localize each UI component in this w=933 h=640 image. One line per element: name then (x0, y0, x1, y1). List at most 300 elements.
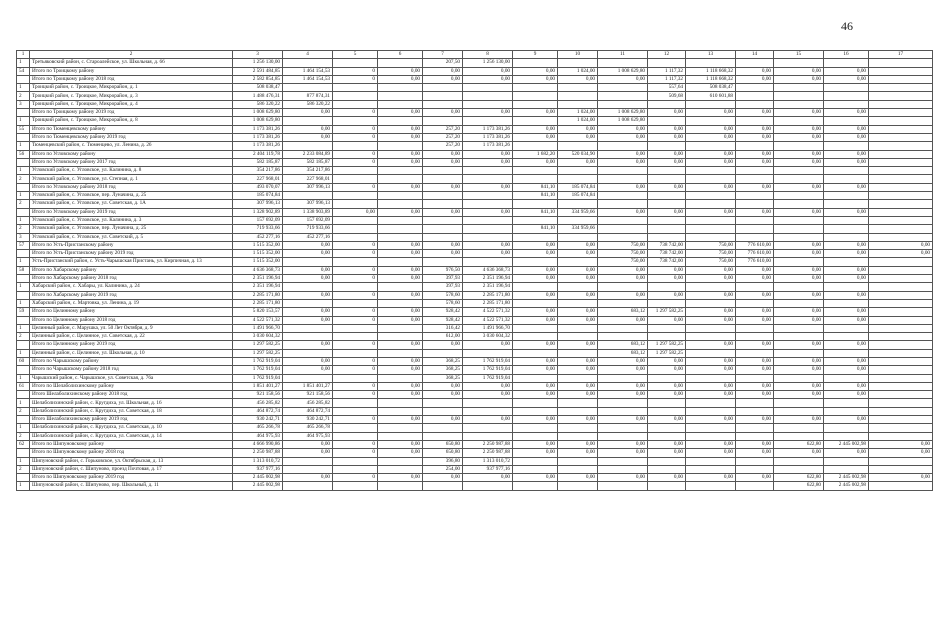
value-cell (333, 424, 378, 432)
value-cell (513, 283, 558, 291)
value-cell (686, 100, 736, 108)
value-cell: 0,00 (283, 357, 333, 365)
value-cell (648, 233, 686, 241)
value-cell: 0,00 (648, 133, 686, 141)
value-cell (774, 192, 824, 200)
value-cell (869, 316, 933, 324)
value-cell: 0,00 (463, 474, 513, 482)
address-cell: Итого по Хабарскому району 2018 год (30, 275, 233, 283)
value-cell: 0,00 (824, 241, 869, 249)
value-cell (423, 92, 463, 100)
value-cell: 0,00 (686, 133, 736, 141)
value-cell: 1 173 381,26 (463, 133, 513, 141)
value-cell (513, 233, 558, 241)
value-cell (869, 275, 933, 283)
value-cell (774, 59, 824, 67)
value-cell: 0,00 (774, 250, 824, 258)
value-cell: 1 491 966,70 (233, 324, 283, 332)
value-cell: 750,00 (686, 250, 736, 258)
value-cell: 0,00 (736, 291, 774, 299)
row-number-cell (17, 133, 30, 141)
value-cell: 0,00 (824, 150, 869, 158)
address-cell: Итого по Тюменцевскому району 2019 год (30, 133, 233, 141)
value-cell (558, 333, 598, 341)
value-cell (558, 167, 598, 175)
value-cell: 0,00 (423, 341, 463, 349)
value-cell (333, 324, 378, 332)
value-cell: 0,00 (824, 357, 869, 365)
table-row (17, 465, 933, 473)
row-number-cell (17, 391, 30, 399)
value-cell: 0,00 (736, 109, 774, 117)
value-cell: 0,00 (736, 391, 774, 399)
value-cell (648, 424, 686, 432)
value-cell: 1 117,32 (648, 75, 686, 83)
value-cell: 1 297 582,25 (648, 349, 686, 357)
value-cell: 2 351 196,94 (233, 283, 283, 291)
value-cell: 0,00 (686, 382, 736, 390)
value-cell (648, 225, 686, 233)
value-cell: 0,00 (598, 266, 648, 274)
value-cell (513, 465, 558, 473)
value-cell (598, 192, 648, 200)
value-cell: 368,25 (423, 357, 463, 365)
value-cell: 719 933,66 (283, 225, 333, 233)
value-cell: 1 491 966,70 (463, 324, 513, 332)
value-cell (283, 349, 333, 357)
value-cell: 2 250 987,88 (463, 440, 513, 448)
value-cell: 1 024,00 (558, 67, 598, 75)
address-cell: Итого по Усть-Пристанскому району (30, 241, 233, 249)
value-cell: 0,00 (774, 275, 824, 283)
value-cell: 0,00 (824, 316, 869, 324)
value-cell (686, 142, 736, 150)
value-cell (423, 399, 463, 407)
value-cell: 1 173 381,26 (233, 133, 283, 141)
value-cell: 1 024,00 (558, 109, 598, 117)
address-cell: Итого по Троицкому району 2018 год (30, 75, 233, 83)
value-cell (513, 100, 558, 108)
value-cell: 464 872,74 (283, 407, 333, 415)
value-cell (648, 482, 686, 490)
value-cell (598, 167, 648, 175)
value-cell (824, 333, 869, 341)
table-row (17, 142, 933, 150)
value-cell (824, 299, 869, 307)
value-cell: 0,00 (513, 67, 558, 75)
value-cell: 921 158,56 (283, 391, 333, 399)
value-cell: 465 266,78 (283, 424, 333, 432)
value-cell (598, 283, 648, 291)
value-cell (869, 200, 933, 208)
header-cell: 10 (558, 51, 598, 59)
table-body (17, 59, 933, 490)
value-cell: 4 636 368,73 (233, 266, 283, 274)
value-cell (283, 258, 333, 266)
value-cell: 0,00 (333, 208, 378, 216)
value-cell (333, 349, 378, 357)
address-cell: Шелаболихинский район, с. Кругдиха, ул. Советская, д. 14 (30, 432, 233, 440)
value-cell (558, 92, 598, 100)
value-cell: 1 515 352,00 (233, 258, 283, 266)
value-cell (283, 374, 333, 382)
value-cell: 1 515 352,00 (233, 241, 283, 249)
value-cell (869, 333, 933, 341)
value-cell: 1 762 919,04 (463, 374, 513, 382)
value-cell: 0 (333, 275, 378, 283)
value-cell (423, 432, 463, 440)
value-cell (283, 142, 333, 150)
table-row (17, 167, 933, 175)
value-cell (558, 283, 598, 291)
value-cell: 0 (333, 291, 378, 299)
value-cell (558, 299, 598, 307)
value-cell (463, 216, 513, 224)
row-number-cell: 2 (17, 200, 30, 208)
table-row (17, 84, 933, 92)
value-cell (378, 299, 423, 307)
row-number-cell: 2 (17, 407, 30, 415)
value-cell (598, 216, 648, 224)
value-cell: 0,00 (423, 150, 463, 158)
value-cell: 0,00 (463, 150, 513, 158)
value-cell: 0,00 (774, 109, 824, 117)
value-cell: 2 285 171,80 (233, 291, 283, 299)
value-cell: 1 515 352,00 (233, 250, 283, 258)
value-cell (423, 407, 463, 415)
value-cell (869, 125, 933, 133)
value-cell: 0,00 (513, 391, 558, 399)
value-cell: 0,00 (736, 416, 774, 424)
address-cell: Шелаболихинский район, с. Кругдиха, ул. Школьная, д. 16 (30, 399, 233, 407)
value-cell: 0,00 (513, 341, 558, 349)
value-cell (378, 167, 423, 175)
value-cell: 0,00 (558, 341, 598, 349)
value-cell: 0,00 (736, 449, 774, 457)
value-cell: 0,00 (423, 241, 463, 249)
value-cell: 1 328 902,89 (233, 208, 283, 216)
value-cell (283, 59, 333, 67)
value-cell: 3 030 604,32 (233, 333, 283, 341)
value-cell: 0,00 (283, 250, 333, 258)
value-cell: 0,00 (558, 241, 598, 249)
value-cell: 2 445 002,98 (824, 474, 869, 482)
value-cell: 0,00 (463, 109, 513, 117)
value-cell: 0,00 (513, 291, 558, 299)
header-cell: 14 (736, 51, 774, 59)
value-cell (378, 142, 423, 150)
value-cell (648, 283, 686, 291)
value-cell (824, 225, 869, 233)
value-cell: 0,00 (558, 125, 598, 133)
table-row (17, 266, 933, 274)
address-cell: Шипуновский район, с. Шипуново, проезд Почтовая, д. 17 (30, 465, 233, 473)
row-number-cell: 61 (17, 382, 30, 390)
row-number-cell: 2 (17, 333, 30, 341)
value-cell: 0,00 (824, 109, 869, 117)
value-cell: 0 (333, 366, 378, 374)
table-header-row (17, 51, 933, 59)
address-cell: Итого по Угловскому району 2019 год (30, 208, 233, 216)
value-cell (869, 208, 933, 216)
value-cell (378, 424, 423, 432)
value-cell: 937 977,16 (463, 465, 513, 473)
value-cell: 0,00 (869, 250, 933, 258)
value-cell: 0,00 (283, 109, 333, 117)
value-cell: 0,00 (824, 250, 869, 258)
value-cell (869, 150, 933, 158)
value-cell: 0,00 (774, 449, 824, 457)
address-cell: Итого по Угловскому району (30, 150, 233, 158)
value-cell (824, 117, 869, 125)
value-cell (774, 84, 824, 92)
table-row (17, 225, 933, 233)
row-number-cell: 1 (17, 424, 30, 432)
value-cell (463, 399, 513, 407)
header-cell: 2 (30, 51, 233, 59)
address-cell: Итого по Шипуновскому району 2018 год (30, 449, 233, 457)
value-cell: 0,00 (598, 158, 648, 166)
row-number-cell: 57 (17, 241, 30, 249)
value-cell (283, 482, 333, 490)
table-row (17, 200, 933, 208)
table-row (17, 175, 933, 183)
value-cell (378, 333, 423, 341)
value-cell (736, 424, 774, 432)
value-cell: 0,00 (686, 308, 736, 316)
value-cell (513, 482, 558, 490)
value-cell (736, 100, 774, 108)
value-cell: 0,00 (774, 67, 824, 75)
value-cell: 1 118 668,32 (686, 75, 736, 83)
address-cell: Хабарский район, с. Мартовка, ул. Ленина, д. 19 (30, 299, 233, 307)
value-cell: 0,00 (598, 449, 648, 457)
value-cell (736, 374, 774, 382)
value-cell: 0,00 (686, 366, 736, 374)
value-cell: 0,00 (378, 341, 423, 349)
value-cell: 2 351 196,94 (463, 283, 513, 291)
value-cell (736, 167, 774, 175)
value-cell: 0,00 (736, 150, 774, 158)
value-cell: 0,00 (513, 308, 558, 316)
value-cell (686, 59, 736, 67)
value-cell: 586 320,22 (233, 100, 283, 108)
value-cell (869, 258, 933, 266)
value-cell: 0,00 (423, 391, 463, 399)
address-cell: Итого по Троицкому району (30, 67, 233, 75)
value-cell (648, 432, 686, 440)
value-cell: 750,00 (598, 241, 648, 249)
value-cell (513, 374, 558, 382)
value-cell (378, 324, 423, 332)
value-cell (423, 117, 463, 125)
value-cell (774, 92, 824, 100)
value-cell (463, 100, 513, 108)
value-cell (824, 59, 869, 67)
value-cell (774, 283, 824, 291)
value-cell: 0,00 (736, 133, 774, 141)
value-cell (463, 225, 513, 233)
value-cell (736, 407, 774, 415)
value-cell (378, 200, 423, 208)
value-cell (869, 291, 933, 299)
value-cell (869, 324, 933, 332)
value-cell: 0,00 (283, 266, 333, 274)
value-cell: 0,00 (423, 474, 463, 482)
value-cell: 0,00 (686, 440, 736, 448)
value-cell (869, 382, 933, 390)
value-cell: 0,00 (736, 183, 774, 191)
value-cell: 683,12 (598, 308, 648, 316)
value-cell: 0,00 (824, 449, 869, 457)
table-row (17, 283, 933, 291)
value-cell (774, 424, 824, 432)
address-cell: Целинный район, с. Марушка, ул. 50 Лет Октября, д. 9 (30, 324, 233, 332)
address-cell: Угловский район, с. Угловское, ул. Степная, д. 1 (30, 175, 233, 183)
value-cell (598, 465, 648, 473)
address-cell: Угловский район, с. Угловское, пер. Луначина, д. 25 (30, 225, 233, 233)
value-cell (513, 84, 558, 92)
value-cell: 2 285 171,80 (233, 299, 283, 307)
value-cell (774, 175, 824, 183)
value-cell: 0,00 (283, 241, 333, 249)
value-cell (824, 424, 869, 432)
value-cell (598, 175, 648, 183)
value-cell: 157 692,09 (283, 216, 333, 224)
value-cell: 1 297 582,25 (233, 349, 283, 357)
value-cell: 0,00 (774, 391, 824, 399)
value-cell (558, 424, 598, 432)
value-cell: 0,00 (463, 341, 513, 349)
value-cell (423, 424, 463, 432)
value-cell (598, 407, 648, 415)
value-cell: 0,00 (423, 382, 463, 390)
value-cell (824, 192, 869, 200)
value-cell: 0,00 (648, 474, 686, 482)
value-cell (686, 407, 736, 415)
value-cell (774, 399, 824, 407)
header-cell: 8 (463, 51, 513, 59)
value-cell: 0,00 (378, 291, 423, 299)
value-cell (824, 84, 869, 92)
address-cell: Итого по Целинному району 2019 год (30, 341, 233, 349)
value-cell: 1 464 154,53 (283, 75, 333, 83)
value-cell (869, 216, 933, 224)
value-cell (378, 59, 423, 67)
row-number-cell: 1 (17, 216, 30, 224)
value-cell (824, 233, 869, 241)
address-cell: Угловский район, с. Угловское, ул. Калинина, д. 3 (30, 216, 233, 224)
value-cell: 0,00 (378, 391, 423, 399)
value-cell: 0,00 (824, 125, 869, 133)
value-cell: 456 285,82 (233, 399, 283, 407)
value-cell: 0,00 (774, 416, 824, 424)
value-cell (824, 432, 869, 440)
value-cell: 0 (333, 133, 378, 141)
value-cell: 508 038,47 (686, 84, 736, 92)
value-cell (824, 374, 869, 382)
value-cell: 2 250 987,88 (233, 449, 283, 457)
value-cell (463, 424, 513, 432)
value-cell (423, 192, 463, 200)
address-cell: Итого по Шипуновскому району 2019 год (30, 474, 233, 482)
value-cell (686, 432, 736, 440)
value-cell: 2 351 196,94 (233, 275, 283, 283)
value-cell (598, 100, 648, 108)
value-cell (558, 465, 598, 473)
value-cell: 0,00 (558, 316, 598, 324)
value-cell (824, 200, 869, 208)
value-cell: 0,00 (736, 208, 774, 216)
value-cell (513, 167, 558, 175)
value-cell (598, 200, 648, 208)
value-cell (869, 67, 933, 75)
value-cell: 0,00 (824, 416, 869, 424)
value-cell: 1 762 919,04 (233, 357, 283, 365)
row-number-cell: 2 (17, 432, 30, 440)
value-cell (736, 192, 774, 200)
row-number-cell: 1 (17, 59, 30, 67)
value-cell (869, 84, 933, 92)
table-row (17, 391, 933, 399)
table-row (17, 399, 933, 407)
value-cell (423, 233, 463, 241)
header-cell: 1 (17, 51, 30, 59)
value-cell: 4 522 571,32 (233, 316, 283, 324)
value-cell: 0,00 (824, 67, 869, 75)
value-cell (869, 349, 933, 357)
value-cell: 1 297 582,25 (648, 341, 686, 349)
value-cell (686, 324, 736, 332)
value-cell: 1 338 903,89 (283, 208, 333, 216)
value-cell: 185 074,84 (558, 192, 598, 200)
value-cell (378, 216, 423, 224)
value-cell: 0,00 (463, 208, 513, 216)
value-cell: 0 (333, 357, 378, 365)
value-cell (513, 324, 558, 332)
value-cell: 227 968,01 (283, 175, 333, 183)
value-cell: 0,00 (648, 416, 686, 424)
table-row (17, 341, 933, 349)
value-cell (648, 216, 686, 224)
value-cell (774, 333, 824, 341)
value-cell: 0,00 (598, 150, 648, 158)
value-cell (558, 258, 598, 266)
row-number-cell (17, 158, 30, 166)
value-cell (423, 100, 463, 108)
value-cell: 4 636 368,73 (463, 266, 513, 274)
table-row (17, 117, 933, 125)
value-cell (378, 407, 423, 415)
value-cell: 0,00 (598, 357, 648, 365)
value-cell: 612,00 (423, 333, 463, 341)
value-cell: 0,00 (283, 316, 333, 324)
value-cell: 1 173 381,26 (233, 142, 283, 150)
table-row (17, 299, 933, 307)
value-cell: 0,00 (648, 391, 686, 399)
value-cell (736, 216, 774, 224)
value-cell: 396,80 (423, 457, 463, 465)
table-row (17, 258, 933, 266)
value-cell: 0,00 (513, 357, 558, 365)
table-row (17, 291, 933, 299)
value-cell: 1 256 130,00 (233, 59, 283, 67)
row-number-cell: 2 (17, 92, 30, 100)
value-cell (774, 142, 824, 150)
row-number-cell (17, 366, 30, 374)
value-cell (686, 333, 736, 341)
value-cell (598, 142, 648, 150)
